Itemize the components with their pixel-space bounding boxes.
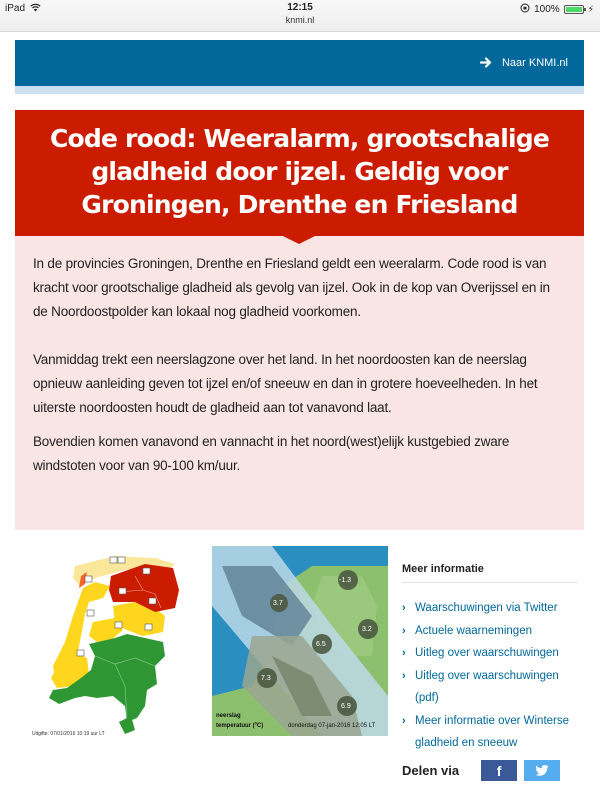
- more-info-panel: [402, 558, 578, 755]
- more-info-item[interactable]: [402, 620, 578, 643]
- arrow-right-icon: [480, 55, 492, 71]
- temp-label: 3.2: [362, 626, 372, 633]
- link-twitter-warnings[interactable]: Waarschuwingen via Twitter: [415, 602, 558, 614]
- chevron-right-icon: ›: [402, 624, 406, 637]
- more-info-list: [402, 597, 578, 755]
- temp-label: 3.7: [273, 600, 283, 607]
- orientation-lock-icon: [520, 3, 530, 16]
- alert-title: Code rood: Weeralarm, grootschalige gladheid door ijzel. Geldig voor Groningen, Drenthe en Friesland: [49, 124, 550, 219]
- alert-paragraph: In de provincies Groningen, Drenthe en Friesland geldt een weeralarm. Code rood is van kracht voor grootschalige gladheid als gevolg van ijzel. Ook in de kop van Overijssel en in de Noordoostpolder kan lokaal nog gladheid voorkomen.: [33, 256, 550, 319]
- facebook-icon: f: [496, 762, 502, 779]
- alert-header: [15, 110, 584, 236]
- status-bar: [0, 0, 600, 32]
- twitter-icon: [535, 763, 549, 779]
- clock: 12:15: [287, 2, 313, 13]
- link-warnings-explained[interactable]: Uitleg over waarschuwingen: [415, 647, 559, 659]
- naar-knmi-link[interactable]: [480, 55, 568, 71]
- temp-label: -1.3: [339, 577, 352, 584]
- warning-map[interactable]: [15, 546, 203, 740]
- more-info-item[interactable]: [402, 597, 578, 620]
- alert-body: [15, 236, 584, 530]
- radar-map[interactable]: [212, 546, 388, 736]
- share-label: Delen via: [402, 763, 460, 778]
- battery-icon: [564, 5, 584, 14]
- alert-paragraph: Bovendien komen vanavond en vannacht in het noord(west)elijk kustgebied zware windstoten voor van 90-100 km/uur.: [33, 434, 510, 473]
- naar-knmi-label: Naar KNMI.nl: [501, 57, 568, 69]
- alert-paragraph: Vanmiddag trekt een neerslagzone over het land. In het noordoosten kan de neerslag opnieuw aanleiding geven tot ijzel en/of sneeuw en dan in grotere hoeveelheden. In het uiterste noordoosten houdt de gladheid aan tot vanavond laat.: [33, 352, 538, 415]
- device-label: iPad: [5, 3, 26, 14]
- more-info-title: Meer informatie: [402, 558, 578, 583]
- address-bar[interactable]: knmi.nl: [285, 15, 315, 25]
- legend-precip: neerslag: [216, 713, 241, 719]
- legend-temp: temperatuur (ºC): [216, 723, 264, 729]
- link-observations[interactable]: Actuele waarnemingen: [415, 624, 532, 637]
- battery-percent: 100%: [534, 4, 560, 15]
- radar-timestamp: donderdag 07-jan-2016 12:05 LT: [288, 723, 376, 729]
- chevron-right-icon: ›: [402, 602, 406, 614]
- header-strip: [15, 86, 584, 94]
- chevron-right-icon: ›: [402, 647, 406, 659]
- chevron-right-icon: ›: [402, 714, 406, 727]
- temp-label: 7.3: [261, 675, 271, 682]
- warning-map-caption: Uitgifte: 07/01/2016 10:19 uur LT: [32, 731, 105, 737]
- more-info-item[interactable]: [402, 665, 578, 710]
- more-info-item[interactable]: [402, 642, 578, 665]
- alert-pointer: [283, 236, 315, 244]
- radar-map-graphic: [212, 546, 388, 736]
- link-warnings-pdf[interactable]: Uitleg over waarschuwingen (pdf): [415, 669, 559, 704]
- temp-label: 6.5: [316, 641, 326, 648]
- facebook-share-button[interactable]: [481, 760, 517, 781]
- twitter-share-button[interactable]: [524, 760, 560, 781]
- chevron-right-icon: ›: [402, 669, 406, 682]
- share-bar: [402, 760, 567, 781]
- more-info-item[interactable]: [402, 710, 578, 755]
- charging-icon: ⚡: [587, 4, 594, 14]
- warning-map-graphic: [15, 546, 203, 740]
- temp-label: 6.9: [341, 703, 351, 710]
- link-winter-info[interactable]: Meer informatie over Winterse gladheid en sneeuw: [415, 714, 570, 749]
